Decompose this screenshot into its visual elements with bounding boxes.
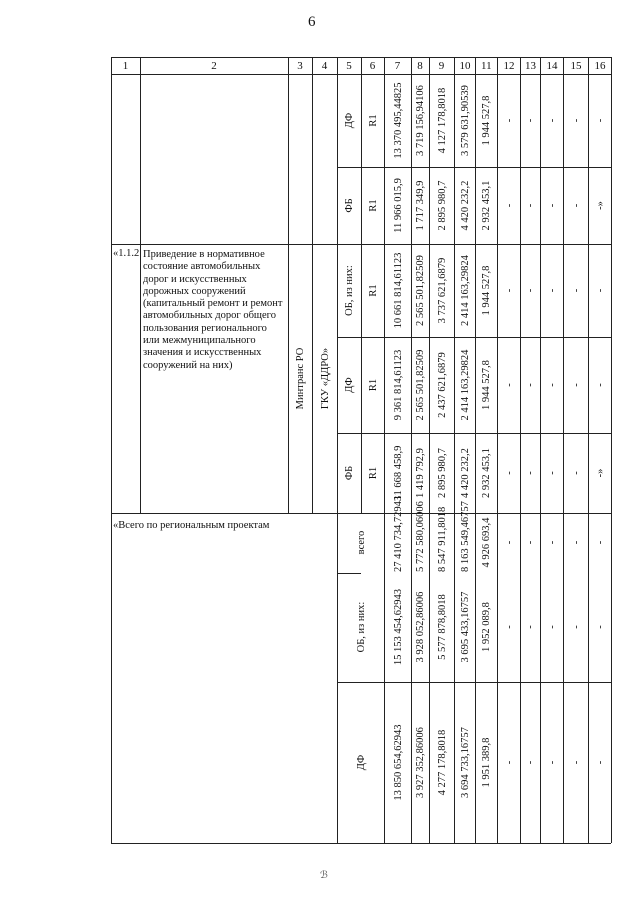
item-1-1-2-agency: ГКУ «ДДРО» — [319, 347, 331, 410]
total-col5-6: ОБ, из них: — [355, 601, 367, 653]
total-value: 13 850 654,62943 — [392, 724, 404, 801]
section-a-col6: R1 — [367, 114, 379, 127]
col-header-8: 8 — [417, 60, 423, 72]
item-1-1-2-value: 10 661 814,61123 — [392, 252, 404, 329]
total-value: 4 277 178,8018 — [436, 729, 448, 796]
col-header-13: 13 — [525, 60, 536, 72]
item-1-1-2-col6: R1 — [367, 378, 379, 392]
section-b-value: 1 717 349,9 — [415, 180, 426, 231]
item-1-1-2-value: 1 419 792,9 — [415, 448, 426, 498]
section-a-dash: - — [525, 118, 536, 123]
col-header-3: 3 — [297, 60, 303, 72]
total-dash: - — [503, 760, 515, 765]
col-header-10: 10 — [459, 60, 471, 72]
grid-line-v — [384, 57, 385, 843]
item-1-1-2-ministry: Минтранс РО — [295, 347, 306, 410]
col-header-1: 1 — [122, 60, 129, 72]
item-1-1-2-col6: R1 — [367, 466, 379, 480]
section-b-value: 2 895 980,7 — [436, 180, 448, 231]
item-1-1-2-number: «1.1.2 — [113, 248, 140, 259]
total-value: 4 926 693,4 — [481, 517, 492, 568]
grid-line-v — [540, 57, 541, 843]
total-value: 3 927 352,86006 — [415, 727, 426, 798]
total-dash: - — [525, 625, 536, 629]
grid-line-h — [111, 843, 611, 844]
grid-line-v — [497, 57, 498, 843]
item-1-1-2-dash: - — [546, 288, 558, 293]
total-dash: - — [546, 760, 558, 765]
grid-line-v — [588, 57, 589, 843]
col-header-7: 7 — [394, 60, 401, 72]
item-1-1-2-value: 2 932 453,1 — [481, 448, 492, 498]
section-b-value: 4 420 232,2 — [459, 180, 471, 231]
item-1-1-2-dash: - — [570, 288, 582, 293]
section-b-dash: - — [570, 203, 582, 208]
item-1-1-2-value: 2 565 501,82509 — [415, 255, 426, 326]
item-1-1-2-col5: ОБ, из них: — [344, 265, 355, 316]
item-1-1-2-value: 2 437 621,6879 — [436, 352, 448, 418]
item-1-1-2-col5: ФБ — [344, 465, 355, 481]
grid-line-v — [337, 57, 338, 843]
item-1-1-2-value: 2 565 501,82509 — [415, 349, 426, 421]
col-header-15: 15 — [570, 60, 582, 72]
section-b-dash-close: -» — [594, 201, 606, 210]
col-header-16: 16 — [594, 60, 606, 72]
section-b-col5: ФБ — [344, 198, 355, 213]
item-1-1-2-value: 9 361 814,61123 — [392, 349, 404, 421]
total-col5-6: ДФ — [355, 754, 367, 771]
total-dash: - — [570, 540, 582, 545]
item-1-1-2-dash: -» — [594, 468, 606, 478]
total-dash: - — [594, 625, 606, 629]
item-1-1-2-dash: - — [594, 288, 606, 293]
bottom-mark: ℬ — [320, 870, 328, 881]
col-header-4: 4 — [321, 60, 328, 72]
item-1-1-2-dash: - — [525, 471, 536, 475]
col-header-2: 2 — [211, 60, 217, 72]
section-b-dash: - — [525, 203, 536, 208]
total-label: «Всего по региональным проектам — [113, 520, 270, 531]
section-b-col6: R1 — [367, 199, 379, 212]
item-1-1-2-col6: R1 — [367, 284, 379, 297]
grid-line-v — [312, 57, 313, 513]
total-value: 8 163 549,46757 — [459, 501, 471, 572]
grid-line-v — [111, 57, 112, 843]
total-value: 1 952 089,8 — [481, 602, 492, 652]
total-value: 3 695 433,16757 — [459, 591, 471, 663]
total-dash: - — [503, 625, 515, 629]
item-1-1-2-value: 4 420 232,2 — [459, 448, 471, 498]
section-b-value: 2 932 453,1 — [481, 180, 492, 231]
total-value: 1 951 389,8 — [481, 737, 492, 788]
section-a-value: 3 579 631,90539 — [459, 85, 471, 156]
grid-line-v — [288, 57, 289, 513]
total-value: 27 410 734,72943 — [392, 495, 404, 572]
grid-line-v — [454, 57, 455, 843]
col-header-11: 11 — [481, 60, 492, 72]
grid-line-v — [140, 57, 141, 513]
item-1-1-2-dash: - — [525, 383, 536, 387]
item-1-1-2-dash: - — [594, 383, 606, 387]
page-number: 6 — [308, 14, 316, 30]
section-b-dash: - — [546, 203, 558, 208]
item-1-1-2-col5: ДФ — [344, 377, 355, 393]
section-a-dash: - — [503, 118, 515, 123]
total-value: 5 772 580,06006 — [415, 501, 426, 572]
total-dash: - — [525, 760, 536, 765]
section-a-dash: - — [546, 118, 558, 123]
grid-line-v — [411, 57, 412, 843]
item-1-1-2-dash: - — [525, 288, 536, 293]
total-value: 3 928 052,86006 — [415, 591, 426, 663]
col-header-5: 5 — [346, 60, 352, 72]
item-1-1-2-value: 2 414 163,29824 — [459, 349, 471, 421]
section-b-dash: - — [503, 203, 515, 208]
total-dash: - — [570, 625, 582, 629]
section-a-value: 13 370 495,44825 — [392, 82, 404, 159]
section-a-value: 3 719 156,94106 — [415, 85, 426, 156]
total-value: 3 694 733,16757 — [459, 727, 471, 798]
item-1-1-2-dash: - — [503, 383, 515, 387]
grid-line-h — [337, 682, 611, 683]
total-dash: - — [570, 760, 582, 765]
item-1-1-2-value: 2 895 980,7 — [436, 448, 448, 498]
grid-line-v — [429, 57, 430, 843]
total-dash: - — [525, 540, 536, 545]
total-col5-6: всего — [355, 530, 367, 555]
total-value: 15 153 454,62943 — [392, 588, 404, 666]
total-dash: - — [503, 540, 515, 545]
col-header-14: 14 — [546, 60, 558, 72]
total-value: 8 547 911,8018 — [436, 506, 448, 572]
total-dash: - — [546, 625, 558, 629]
item-1-1-2-value: 1 944 527,8 — [481, 265, 492, 316]
grid-line-v — [475, 57, 476, 843]
total-value: 5 577 878,8018 — [436, 594, 448, 660]
item-1-1-2-dash: - — [570, 383, 582, 387]
section-a-col5: ДФ — [344, 112, 355, 129]
section-a-value: 1 944 527,8 — [481, 95, 492, 146]
total-dash: - — [594, 540, 606, 545]
item-1-1-2-dash: - — [546, 471, 558, 475]
col-header-12: 12 — [503, 60, 515, 72]
section-a-value: 4 127 178,8018 — [436, 87, 448, 154]
section-a-dash: - — [570, 118, 582, 123]
item-1-1-2-dash: - — [503, 471, 515, 475]
item-1-1-2-value: 2 414 163,29824 — [459, 255, 471, 326]
col-header-9: 9 — [438, 60, 445, 72]
col-header-6: 6 — [369, 60, 376, 72]
item-1-1-2-dash: - — [546, 383, 558, 387]
item-1-1-2-dash: - — [570, 471, 582, 475]
grid-line-v — [611, 57, 612, 843]
section-a-dash: - — [594, 118, 606, 123]
grid-line-v — [520, 57, 521, 843]
grid-line-v — [361, 57, 362, 513]
item-1-1-2-dash: - — [503, 288, 515, 293]
grid-line-v — [563, 57, 564, 843]
item-1-1-2-value: 3 737 621,6879 — [436, 257, 448, 324]
total-dash: - — [546, 540, 558, 545]
item-1-1-2-value: 11 668 458,9 — [392, 445, 404, 501]
item-1-1-2-description: Приведение в нормативное состояние автомобильных дорог и искусственных дорожных сооружений (капитальный ремонт и ремонт автомобильных дорог общего пользования регионального или межмуниципального значения и искусственных сооружений на них) — [143, 249, 283, 371]
item-1-1-2-value: 1 944 527,8 — [481, 360, 492, 410]
total-dash: - — [594, 760, 606, 765]
section-b-value: 11 966 015,9 — [392, 178, 404, 233]
